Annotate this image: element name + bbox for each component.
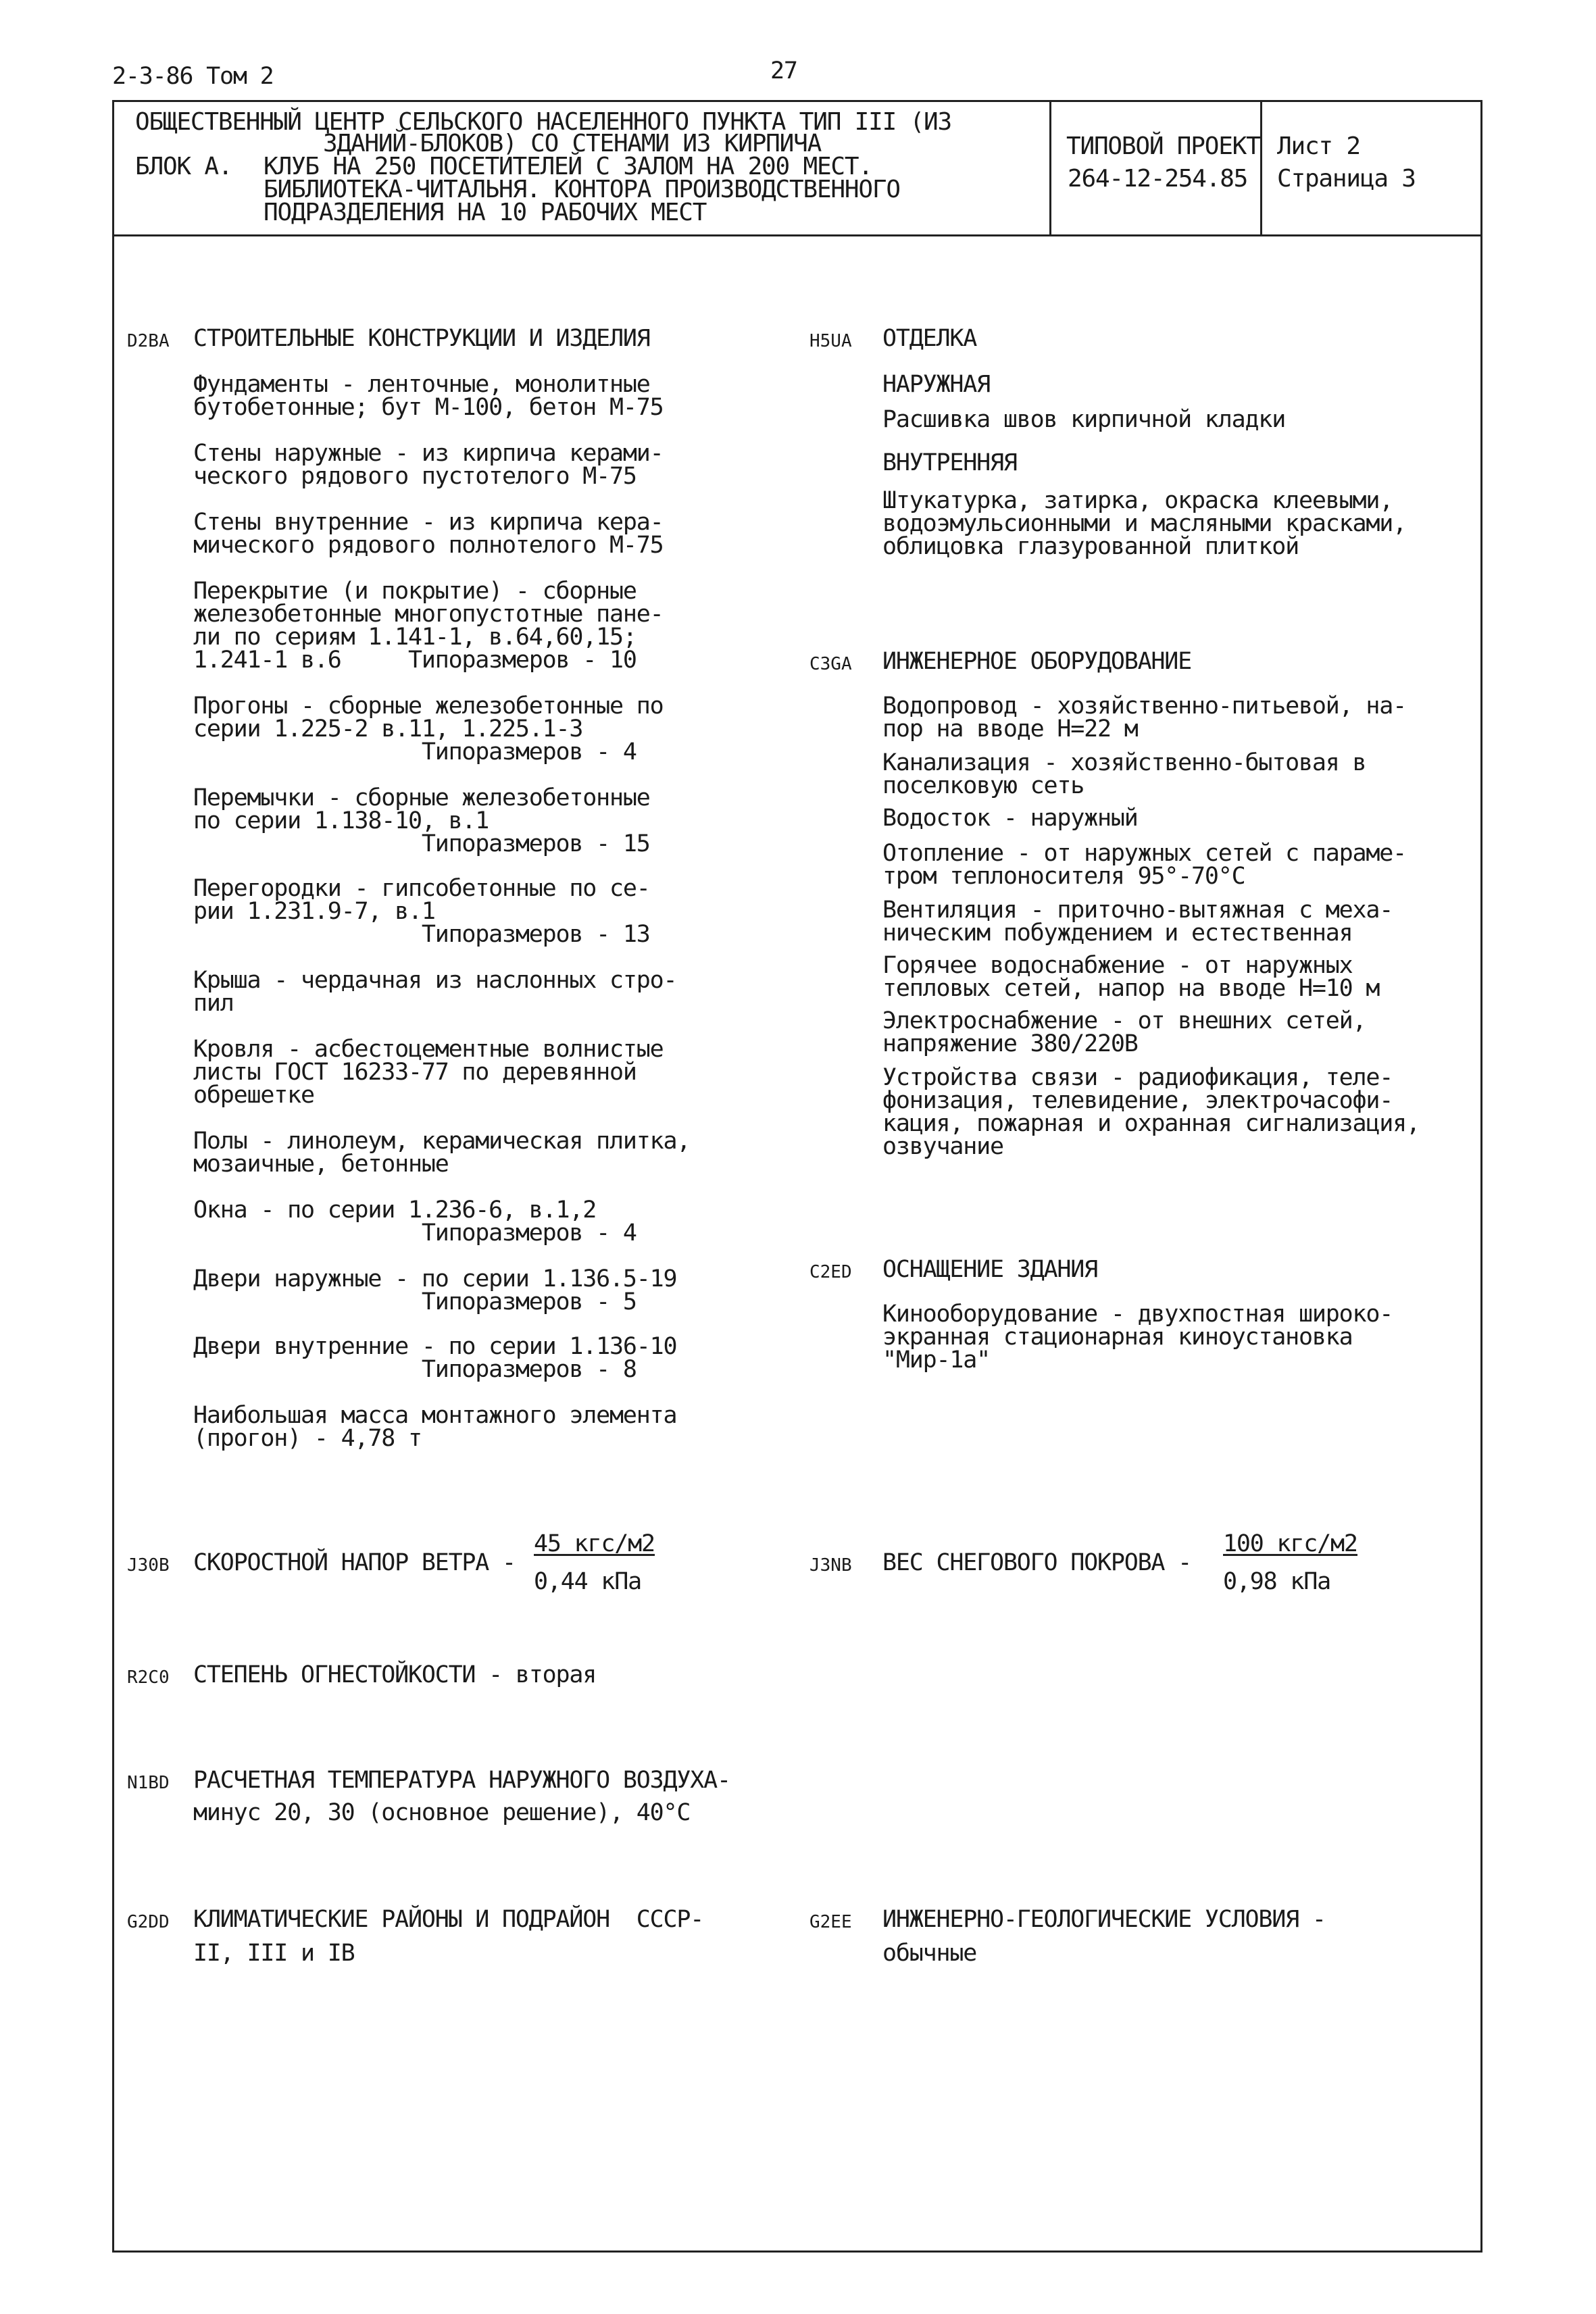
engineering-item: Водосток - наружный	[882, 805, 1138, 832]
engineering-item: Вентиляция - приточно-вытяжная с меха- ническим побуждением и естественная	[882, 897, 1393, 947]
construction-item: Двери внутренние - по серии 1.136-10 Типоразмеров - 8	[193, 1333, 677, 1383]
temperature-line-2: минус 20, 30 (основное решение), 40°С	[193, 1799, 691, 1826]
finish-code: H5UA	[809, 331, 852, 351]
wind-value-num	[534, 1532, 655, 1556]
equipment-code: C2ED	[809, 1262, 852, 1282]
stamp-divider-1	[1049, 100, 1051, 236]
stamp-divider-2	[1260, 100, 1262, 236]
fire-text: СТЕПЕНЬ ОГНЕСТОЙКОСТИ - вторая	[193, 1661, 597, 1688]
stamp-project-number: 264-12-254.85	[1068, 165, 1248, 193]
construction-item: Фундаменты - ленточные, монолитные бутобетонные; бут М-100, бетон М-75	[193, 371, 664, 421]
stamp-block-label: БЛОК А.	[135, 153, 232, 180]
stamp-page: Страница 3	[1277, 165, 1416, 193]
snow-title: ВЕС СНЕГОВОГО ПОКРОВА -	[882, 1549, 1192, 1576]
engineering-item: Электроснабжение - от внешних сетей, напряжение 380/220В	[882, 1007, 1366, 1057]
snow-value-num	[1223, 1532, 1357, 1556]
temperature-line-1: РАСЧЕТНАЯ ТЕМПЕРАТУРА НАРУЖНОГО ВОЗДУХА-	[193, 1767, 730, 1794]
geology-line-1: ИНЖЕНЕРНО-ГЕОЛОГИЧЕСКИЕ УСЛОВИЯ -	[882, 1906, 1326, 1933]
snow-value-den: 0,98 кПа	[1223, 1568, 1330, 1595]
stamp-title-line-1: ОБЩЕСТВЕННЫЙ ЦЕНТР СЕЛЬСКОГО НАСЕЛЕННОГО ПУНКТА ТИП III (ИЗ	[135, 108, 951, 136]
geology-line-2: обычные	[882, 1940, 977, 1967]
climate-line-2: II, III и IВ	[193, 1940, 355, 1967]
stamp-sheet: Лист 2	[1277, 132, 1360, 160]
construction-item: Перемычки - сборные железобетонные по серии 1.138-10, в.1 Типоразмеров - 15	[193, 784, 650, 857]
engineering-item: Водопровод - хозяйственно-питьевой, на- пор на вводе Н=22 м	[882, 693, 1406, 743]
page-header-series: 2-3-86 Том 2	[112, 63, 274, 90]
construction-item: Двери наружные - по серии 1.136.5-19 Типоразмеров - 5	[193, 1265, 677, 1315]
equipment-title: ОСНАЩЕНИЕ ЗДАНИЯ	[882, 1256, 1097, 1283]
finish-outer-text: Расшивка швов кирпичной кладки	[882, 406, 1286, 433]
finish-outer-title: НАРУЖНАЯ	[882, 371, 990, 398]
construction-code: D2BA	[127, 331, 170, 351]
stamp-title-line-5: ПОДРАЗДЕЛЕНИЯ НА 10 РАБОЧИХ МЕСТ	[264, 199, 707, 226]
finish-title: ОТДЕЛКА	[882, 325, 977, 352]
fire-code: R2C0	[127, 1667, 170, 1688]
snow-code: J3NB	[809, 1555, 852, 1576]
finish-inner-text: Штукатурка, затирка, окраска клеевыми, водоэмульсионными и масляными красками, облицовка глазурованной плиткой	[882, 487, 1406, 560]
engineering-item: Устройства связи - радиофикация, теле- фонизация, телевидение, электрочасофи- кация, пожарная и охранная сигнализация, озвучание	[882, 1064, 1420, 1160]
equipment-text: Кинооборудование - двухпостная широко- экранная стационарная киноустановка "Мир-1а"	[882, 1301, 1393, 1374]
temperature-code: N1BD	[127, 1773, 170, 1793]
stamp-title-line-2: ЗДАНИЙ-БЛОКОВ) СО СТЕНАМИ ИЗ КИРПИЧА	[323, 130, 822, 157]
construction-item: Перегородки - гипсобетонные по се- рии 1.231.9-7, в.1 Типоразмеров - 13	[193, 875, 650, 948]
wind-title: СКОРОСТНОЙ НАПОР ВЕТРА -	[193, 1549, 516, 1576]
finish-inner-title: ВНУТРЕННЯЯ	[882, 449, 1017, 476]
construction-item: Стены внутренние - из кирпича кера- мического рядового полнотелого М-75	[193, 509, 664, 559]
wind-value-den: 0,44 кПа	[534, 1568, 641, 1595]
construction-title: СТРОИТЕЛЬНЫЕ КОНСТРУКЦИИ И ИЗДЕЛИЯ	[193, 325, 650, 352]
construction-item: Наибольшая масса монтажного элемента (прогон) - 4,78 т	[193, 1402, 677, 1452]
construction-item: Прогоны - сборные железобетонные по серии 1.225-2 в.11, 1.225.1-3 Типоразмеров - 4	[193, 693, 664, 765]
stamp-project-label: ТИПОВОЙ ПРОЕКТ	[1066, 132, 1260, 160]
wind-num-text: 45 кгс/м2	[534, 1530, 655, 1557]
page-number: 27	[770, 57, 797, 84]
engineering-item: Отопление - от наружных сетей с параме- тром теплоносителя 95°-70°С	[882, 840, 1406, 890]
wind-code: J30B	[127, 1555, 170, 1576]
stamp-title-line-3: КЛУБ НА 250 ПОСЕТИТЕЛЕЙ С ЗАЛОМ НА 200 МЕСТ.	[264, 153, 872, 180]
construction-item: Полы - линолеум, керамическая плитка, мозаичные, бетонные	[193, 1128, 691, 1178]
stamp-title-line-4: БИБЛИОТЕКА-ЧИТАЛЬНЯ. КОНТОРА ПРОИЗВОДСТВЕННОГО	[264, 176, 900, 203]
engineering-item: Канализация - хозяйственно-бытовая в поселковую сеть	[882, 749, 1366, 799]
geology-code: G2EE	[809, 1912, 852, 1932]
engineering-code: C3GA	[809, 654, 852, 674]
construction-item: Крыша - чердачная из наслонных стро- пил	[193, 967, 677, 1017]
climate-line-1: КЛИМАТИЧЕСКИЕ РАЙОНЫ И ПОДРАЙОН СССР-	[193, 1906, 704, 1933]
construction-item: Стены наружные - из кирпича керами- ческого рядового пустотелого М-75	[193, 440, 664, 490]
engineering-item: Горячее водоснабжение - от наружных тепловых сетей, напор на вводе Н=10 м	[882, 952, 1380, 1002]
construction-item: Окна - по серии 1.236-6, в.1,2 Типоразмеров - 4	[193, 1197, 637, 1247]
engineering-title: ИНЖЕНЕРНОЕ ОБОРУДОВАНИЕ	[882, 648, 1192, 675]
climate-code: G2DD	[127, 1912, 170, 1932]
construction-item: Перекрытие (и покрытие) - сборные железобетонные многопустотные пане- ли по сериям 1.141-1, в.64,60,15; 1.241-1 в.6 Типоразмеров - 10	[193, 578, 664, 674]
construction-item: Кровля - асбестоцементные волнистые листы ГОСТ 16233-77 по деревянной обрешетке	[193, 1036, 664, 1109]
snow-num-text: 100 кгс/м2	[1223, 1530, 1357, 1557]
